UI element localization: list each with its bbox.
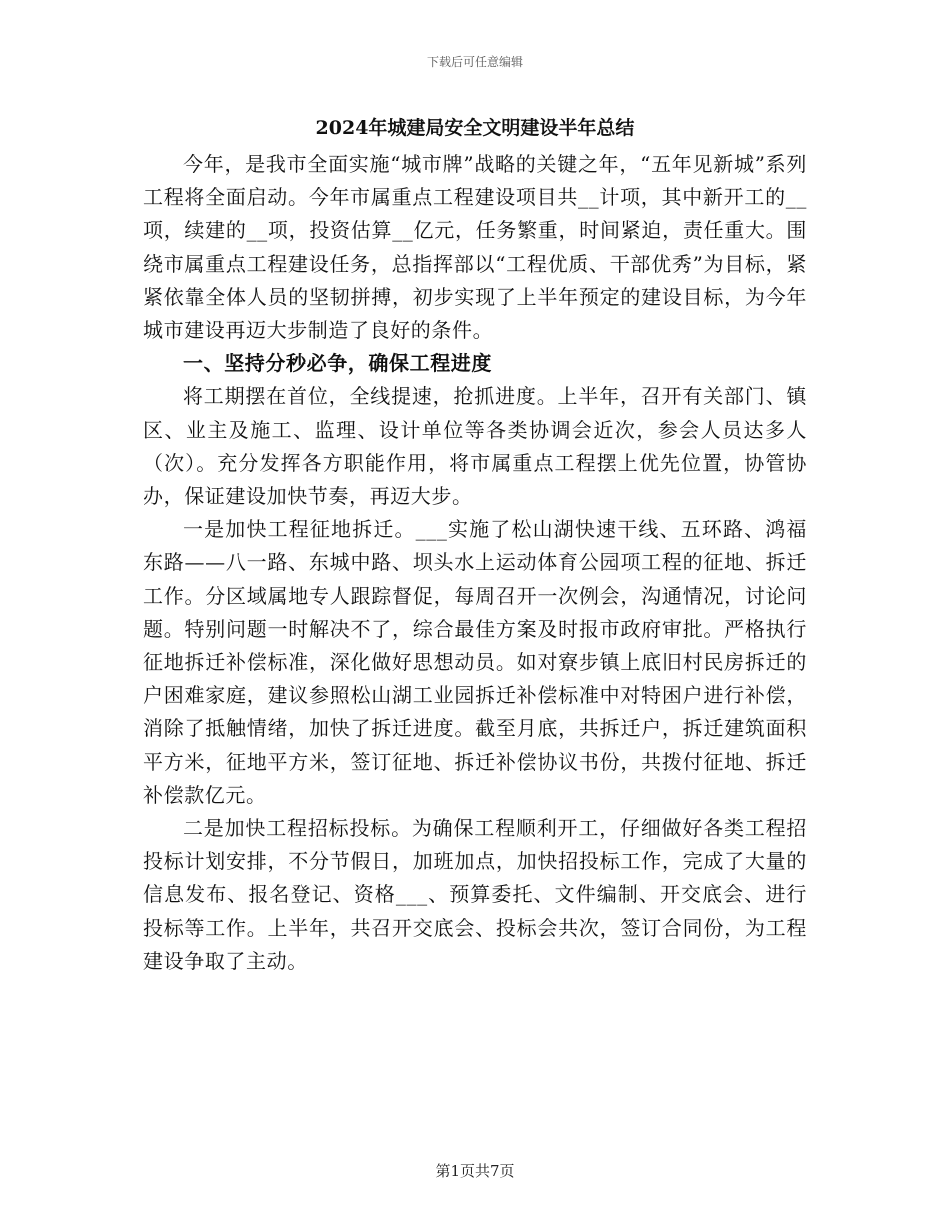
- section-paragraph-bidding: 二是加快工程招标投标。为确保工程顺利开工，仔细做好各类工程招投标计划安排，不分节假日，加班加点，加快招投标工作，完成了大量的信息发布、报名登记、资格___、预算委托、文件编制、开交底会、进行投标等工作。上半年，共召开交底会、投标会共次，签订合同份，为工程建设争取了主动。: [143, 816, 807, 973]
- document-body: [143, 108, 807, 978]
- page-number: 第1页共7页: [435, 1162, 515, 1180]
- intro-paragraph: 今年，是我市全面实施“城市牌”战略的关键之年，“五年见新城”系列工程将全面启动。今年市属重点工程建设项目共__计项，其中新开工的__项，续建的__项，投资估算__亿元，任务繁重，时间紧迫，责任重大。围绕市属重点工程建设任务，总指挥部以“工程优质、干部优秀”为目标，紧紧依靠全体人员的坚韧拼搏，初步实现了上半年预定的建设目标，为今年城市建设再迈大步制造了良好的条件。: [143, 152, 807, 343]
- download-note: 下载后可任意编辑: [426, 55, 523, 69]
- section-paragraph-schedule: 将工期摆在首位，全线提速，抢抓进度。上半年，召开有关部门、镇区、业主及施工、监理、设计单位等各类协调会近次，参会人员达多人（次）。充分发挥各方职能作用，将市属重点工程摆上优先位置，协管协办，保证建设加快节奏，再迈大步。: [143, 384, 807, 509]
- section-paragraph-demolition: 一是加快工程征地拆迁。___实施了松山湖快速干线、五环路、鸿福东路——八一路、东城中路、坝头水上运动体育公园项工程的征地、拆迁工作。分区域属地专人跟踪督促，每周召开一次例会，沟通情况，讨论问题。特别问题一时解决不了，综合最佳方案及时报市政府审批。严格执行征地拆迁补偿标准，深化做好思想动员。如对寮步镇上底旧村民房拆迁的户困难家庭，建议参照松山湖工业园拆迁补偿标准中对特困户进行补偿，消除了抵触情绪，加快了拆迁进度。截至月底，共拆迁户，拆迁建筑面积平方米，征地平方米，签订征地、拆迁补偿协议书份，共拨付征地、拆迁补偿款亿元。: [143, 517, 807, 807]
- section-heading-1: 一、坚持分秒必争，确保工程进度: [183, 351, 492, 376]
- document-title: 2024年城建局安全文明建设半年总结: [315, 117, 635, 139]
